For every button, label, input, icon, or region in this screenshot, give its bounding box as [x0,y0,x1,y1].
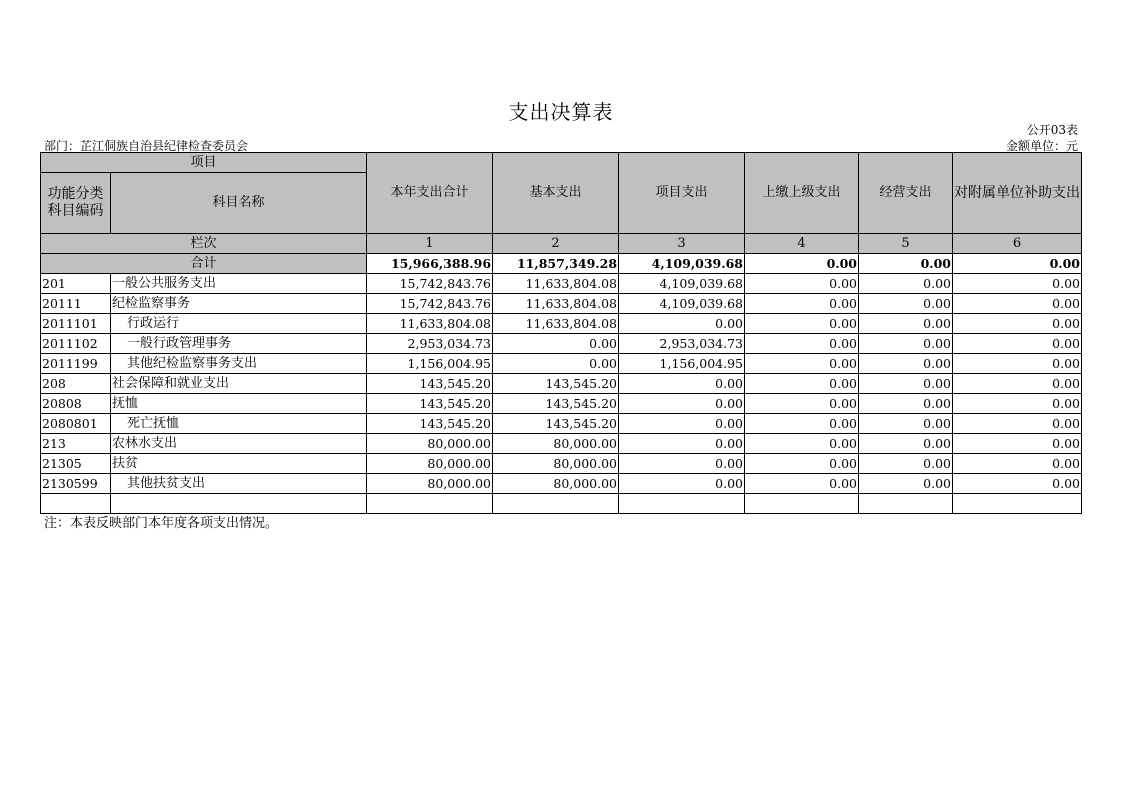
row-value: 0.00 [745,374,859,394]
row-name: 死亡抚恤 [111,414,367,434]
row-code: 213 [41,434,111,454]
row-value: 4,109,039.68 [619,294,745,314]
row-value: 143,545.20 [493,394,619,414]
row-code: 2080801 [41,414,111,434]
row-value: 1,156,004.95 [367,354,493,374]
row-value: 0.00 [619,414,745,434]
col-index: 6 [953,234,1082,254]
row-name: 其他扶贫支出 [111,474,367,494]
row-value: 0.00 [953,474,1082,494]
row-value: 0.00 [953,354,1082,374]
table-row [41,374,1082,394]
row-value: 2,953,034.73 [619,334,745,354]
header-col1: 本年支出合计 [367,153,493,234]
row-code: 2011102 [41,334,111,354]
expenditure-table [40,152,1082,514]
row-value: 143,545.20 [367,414,493,434]
col-index: 4 [745,234,859,254]
row-value: 0.00 [745,394,859,414]
header-code: 功能分类科目编码 [41,173,111,234]
row-value: 0.00 [859,294,953,314]
table-row [41,454,1082,474]
department-label: 部门：芷江侗族自治县纪律检查委员会 [44,139,249,153]
row-value: 0.00 [953,294,1082,314]
row-value: 0.00 [859,354,953,374]
row-value: 0.00 [745,434,859,454]
table-row [41,274,1082,294]
row-value: 143,545.20 [493,374,619,394]
row-name: 行政运行 [111,314,367,334]
row-value: 0.00 [859,334,953,354]
row-name: 一般行政管理事务 [111,334,367,354]
row-name: 其他纪检监察事务支出 [111,354,367,374]
row-value: 0.00 [859,314,953,334]
row-value: 80,000.00 [493,454,619,474]
col-index: 1 [367,234,493,254]
row-code: 20111 [41,294,111,314]
row-value: 143,545.20 [367,394,493,414]
col-index-label: 栏次 [41,234,367,254]
row-value: 11,633,804.08 [493,274,619,294]
total-value: 11,857,349.28 [493,254,619,274]
row-value: 0.00 [859,274,953,294]
header-col3: 项目支出 [619,153,745,234]
row-value: 0.00 [859,434,953,454]
row-name: 社会保障和就业支出 [111,374,367,394]
row-code: 21305 [41,454,111,474]
header-col6: 对附属单位补助支出 [953,153,1082,234]
row-value: 0.00 [859,374,953,394]
row-name: 纪检监察事务 [111,294,367,314]
row-value: 0.00 [859,454,953,474]
row-value: 0.00 [745,294,859,314]
form-number: 公开03表 [1026,123,1078,137]
row-value: 4,109,039.68 [619,274,745,294]
row-value: 11,633,804.08 [493,294,619,314]
table-row [41,394,1082,414]
row-value: 80,000.00 [367,434,493,454]
row-value: 1,156,004.95 [619,354,745,374]
row-value: 0.00 [745,474,859,494]
col-index: 5 [859,234,953,254]
row-value: 80,000.00 [367,454,493,474]
total-value: 4,109,039.68 [619,254,745,274]
row-value: 0.00 [493,334,619,354]
row-code: 2011199 [41,354,111,374]
table-row [41,474,1082,494]
row-value: 80,000.00 [367,474,493,494]
header-col5: 经营支出 [859,153,953,234]
table-row [41,334,1082,354]
total-value: 15,966,388.96 [367,254,493,274]
row-value: 15,742,843.76 [367,294,493,314]
table-row [41,314,1082,334]
row-value: 0.00 [953,314,1082,334]
row-value: 0.00 [745,454,859,474]
row-value: 0.00 [745,354,859,374]
row-value: 0.00 [619,474,745,494]
row-value: 0.00 [745,274,859,294]
row-value: 0.00 [953,394,1082,414]
row-code: 201 [41,274,111,294]
row-value: 0.00 [619,434,745,454]
row-code: 2130599 [41,474,111,494]
row-value: 0.00 [859,394,953,414]
total-label: 合计 [41,254,367,274]
row-value: 11,633,804.08 [367,314,493,334]
row-value: 2,953,034.73 [367,334,493,354]
row-value: 0.00 [493,354,619,374]
row-code: 2011101 [41,314,111,334]
row-value: 0.00 [619,394,745,414]
col-index: 3 [619,234,745,254]
row-value: 0.00 [953,434,1082,454]
table-row [41,354,1082,374]
header-col2: 基本支出 [493,153,619,234]
row-value: 15,742,843.76 [367,274,493,294]
row-value: 143,545.20 [493,414,619,434]
row-value: 80,000.00 [493,434,619,454]
table-row [41,294,1082,314]
total-value: 0.00 [953,254,1082,274]
header-name: 科目名称 [111,173,367,234]
header-item: 项目 [41,153,367,173]
row-value: 80,000.00 [493,474,619,494]
amount-unit-label: 金额单位：元 [1005,139,1078,153]
table-row [41,434,1082,454]
row-code: 20808 [41,394,111,414]
row-value: 0.00 [859,414,953,434]
row-value: 11,633,804.08 [493,314,619,334]
total-value: 0.00 [745,254,859,274]
row-value: 0.00 [953,454,1082,474]
header-col4: 上缴上级支出 [745,153,859,234]
total-value: 0.00 [859,254,953,274]
empty-row [41,494,1082,514]
row-value: 143,545.20 [367,374,493,394]
row-value: 0.00 [953,274,1082,294]
row-value: 0.00 [619,374,745,394]
row-value: 0.00 [619,454,745,474]
row-code: 208 [41,374,111,394]
row-value: 0.00 [953,374,1082,394]
row-value: 0.00 [859,474,953,494]
row-value: 0.00 [745,334,859,354]
row-name: 农林水支出 [111,434,367,454]
row-value: 0.00 [745,314,859,334]
row-value: 0.00 [745,414,859,434]
report-title: 支出决算表 [508,100,614,124]
table-note: 注：本表反映部门本年度各项支出情况。 [44,516,279,531]
row-name: 抚恤 [111,394,367,414]
row-name: 一般公共服务支出 [111,274,367,294]
table-row [41,414,1082,434]
row-name: 扶贫 [111,454,367,474]
col-index: 2 [493,234,619,254]
row-value: 0.00 [619,314,745,334]
row-value: 0.00 [953,334,1082,354]
row-value: 0.00 [953,414,1082,434]
